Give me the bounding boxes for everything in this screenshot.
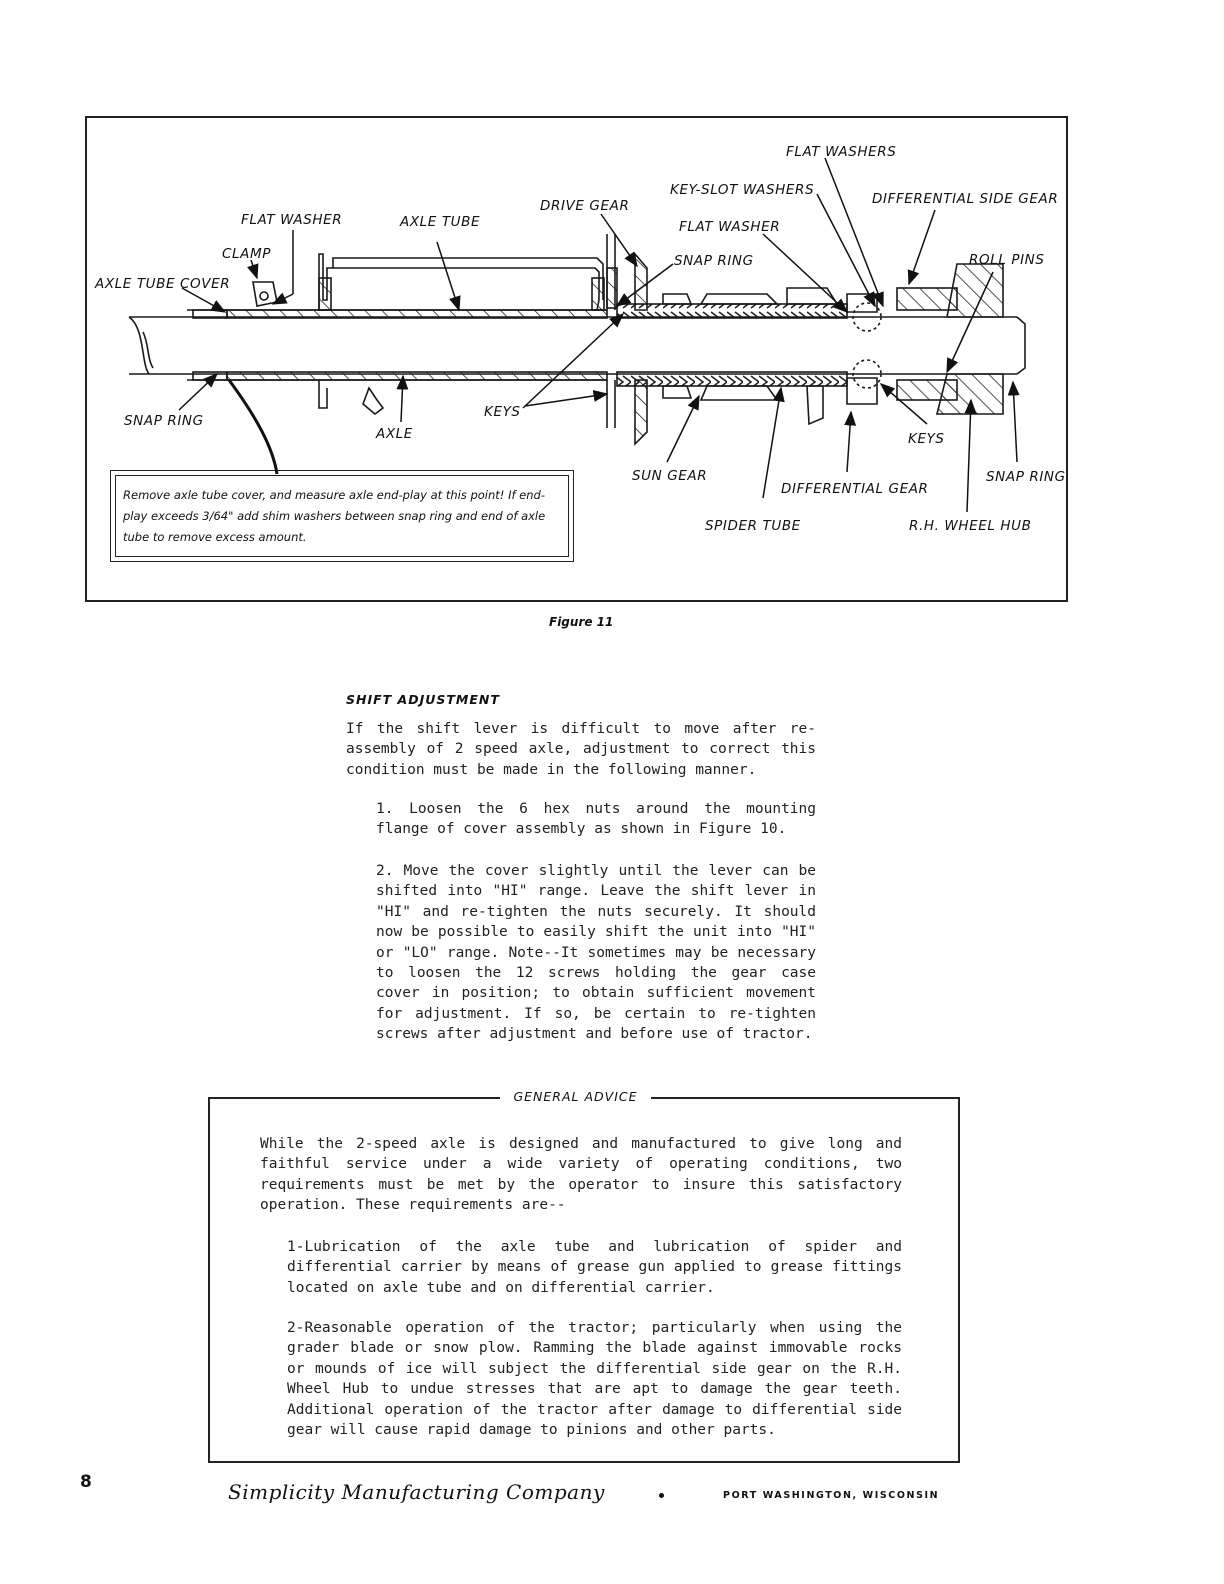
company-signature: Simplicity Manufacturing Company — [228, 1480, 605, 1504]
label-snap-ring-left: SNAP RING — [124, 413, 204, 429]
label-flat-washer-left: FLAT WASHER — [241, 212, 343, 228]
label-roll-pins: ROLL PINS — [969, 252, 1045, 268]
label-clamp: CLAMP — [222, 246, 271, 262]
general-advice-requirement-2: 2-Reasonable operation of the tractor; particularly when using the grader blade or snow plow. Ramming the blade against immovable rocks or mounds of ice will subject the differential side gear on the R.H. Wheel Hub to undue stresses that are apt to damage the gear teeth. Additional operation of the tractor after damage to differential side gear will cause rapid damage to pinions and other parts. — [287, 1320, 902, 1439]
label-snap-ring-top: SNAP RING — [674, 253, 754, 269]
label-flat-washer-right: FLAT WASHER — [679, 219, 781, 235]
label-key-slot-washers: KEY-SLOT WASHERS — [670, 182, 815, 198]
page-number: 8 — [80, 1472, 92, 1492]
label-keys-right: KEYS — [908, 431, 945, 447]
advice-top-border-left — [208, 1097, 500, 1099]
advice-top-border-right — [651, 1097, 960, 1099]
label-axle-tube: AXLE TUBE — [400, 214, 481, 230]
label-spider-tube: SPIDER TUBE — [705, 518, 801, 534]
label-rh-wheel-hub: R.H. WHEEL HUB — [909, 518, 1032, 534]
shift-adjustment-heading: SHIFT ADJUSTMENT — [346, 692, 500, 707]
shift-step-1: 1. Loosen the 6 hex nuts around the mounting flange of cover assembly as shown in Figure 10. — [376, 801, 816, 838]
end-play-note-box — [110, 470, 574, 562]
figure-caption: Figure 11 — [549, 615, 614, 629]
label-axle: AXLE — [376, 426, 413, 442]
general-advice-intro: While the 2-speed axle is designed and manufactured to give long and faithful service under a wide variety of operating conditions, two requirements must be met by the operator to insure this satisfactory operation. These requirements are-- — [260, 1136, 902, 1214]
label-sun-gear: SUN GEAR — [632, 468, 708, 484]
label-differential-gear: DIFFERENTIAL GEAR — [781, 481, 929, 497]
company-location: PORT WASHINGTON, WISCONSIN — [723, 1490, 940, 1501]
general-advice-title: GENERAL ADVICE — [513, 1089, 638, 1104]
shift-adjustment-intro: If the shift lever is difficult to move after re-assembly of 2 speed axle, adjustment to correct this condition must be made in the following manner. — [346, 721, 816, 778]
label-snap-ring-right: SNAP RING — [986, 469, 1066, 485]
label-differential-side-gear: DIFFERENTIAL SIDE GEAR — [872, 191, 1059, 207]
shift-step-2: 2. Move the cover slightly until the lever can be shifted into "HI" range. Leave the shift lever in "HI" and re-tighten the nuts securely. It should now be possible to easily shift the unit into "HI" or "LO" range. Note--It sometimes may be necessary to loosen the 12 screws holding the gear case cover in position; to obtain sufficient movement for adjustment. If so, be certain to re-tighten screws after adjustment and before use of tractor. — [376, 863, 816, 1043]
label-keys-left: KEYS — [484, 404, 521, 420]
end-play-note: Remove axle tube cover, and measure axle end-play at this point! If end-play exceeds 3/64" add shim washers between snap ring and end of axle tube to remove excess amount. — [123, 488, 546, 544]
footer-separator-dot — [659, 1493, 664, 1498]
label-axle-tube-cover: AXLE TUBE COVER — [95, 276, 231, 292]
general-advice-requirement-1: 1-Lubrication of the axle tube and lubrication of spider and differential carrier by means of grease gun applied to grease fittings located on axle tube and on differential carrier. — [287, 1239, 902, 1296]
label-flat-washers: FLAT WASHERS — [786, 144, 897, 160]
label-drive-gear: DRIVE GEAR — [540, 198, 630, 214]
